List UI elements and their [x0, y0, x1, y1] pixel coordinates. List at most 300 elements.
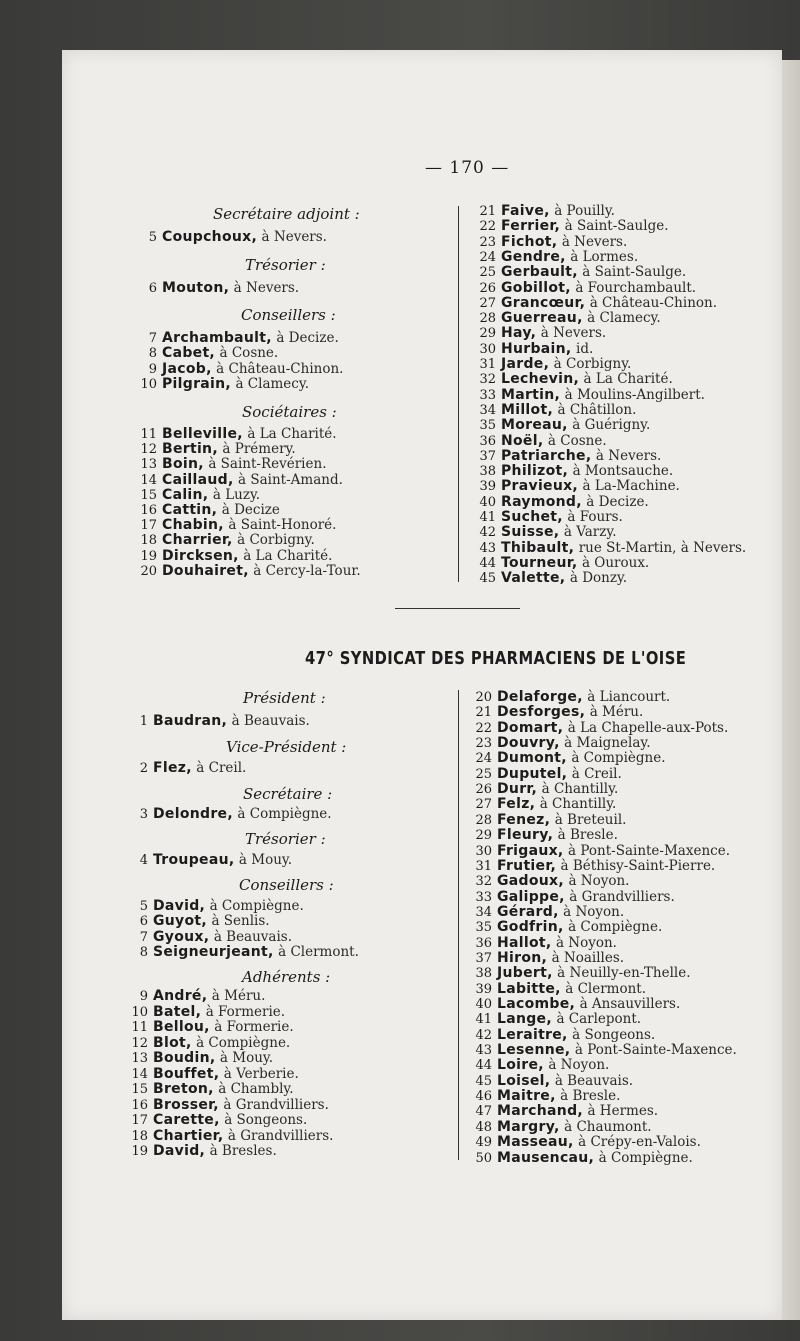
- member-town: à Verberie.: [223, 1066, 299, 1082]
- member-number: 23: [479, 235, 496, 250]
- member-town: à Méru.: [211, 988, 266, 1004]
- member-entry: [470, 965, 691, 982]
- member-number: 10: [131, 1005, 148, 1020]
- role-heading: Trésorier :: [245, 830, 326, 848]
- member-name: Charrier,: [162, 532, 233, 548]
- member-town: à Fourchambault.: [575, 280, 697, 296]
- member-name: Faive,: [501, 203, 550, 219]
- member-entry: [470, 827, 618, 844]
- member-name: Suisse,: [501, 524, 560, 540]
- member-town: à Creil.: [571, 766, 622, 782]
- member-entry: [126, 806, 332, 823]
- member-number: 17: [131, 1113, 148, 1128]
- member-name: Labitte,: [497, 981, 561, 997]
- member-town: à Beauvais.: [231, 713, 310, 729]
- member-town: à Fours.: [567, 509, 623, 525]
- member-entry: [126, 852, 292, 869]
- member-name: Millot,: [501, 402, 554, 418]
- member-entry: [470, 796, 616, 813]
- member-name: Blot,: [153, 1035, 192, 1051]
- page-number: — 170 —: [425, 158, 510, 178]
- member-town: à Moulins-Angilbert.: [564, 387, 705, 403]
- member-name: Baudran,: [153, 713, 228, 729]
- member-number: 34: [479, 403, 496, 418]
- member-entry: [126, 988, 265, 1005]
- member-town: à Formerie.: [214, 1019, 294, 1035]
- member-entry: [474, 264, 686, 281]
- member-town: à Decize: [221, 502, 280, 518]
- member-entry: [474, 524, 616, 541]
- member-town: à Méru.: [589, 704, 644, 720]
- member-number: 38: [475, 966, 492, 981]
- member-name: Lechevin,: [501, 371, 580, 387]
- member-number: 36: [479, 434, 496, 449]
- member-town: à Grandvilliers.: [223, 1097, 329, 1113]
- member-town: à Compiègne.: [571, 750, 666, 766]
- member-entry: [470, 1134, 701, 1151]
- member-entry: [474, 417, 650, 434]
- member-town: à La Chapelle-aux-Pots.: [567, 720, 729, 736]
- member-number: 16: [140, 503, 157, 518]
- role-heading: Secrétaire :: [243, 785, 333, 803]
- member-name: Mausencau,: [497, 1150, 595, 1166]
- member-town: à Châtillon.: [557, 402, 637, 418]
- member-town: à La Charité.: [247, 426, 337, 442]
- member-number: 14: [131, 1067, 148, 1082]
- member-entry: [474, 325, 606, 342]
- member-entry: [474, 371, 673, 388]
- member-town: à Decize.: [276, 330, 339, 346]
- member-name: Caillaud,: [162, 472, 234, 488]
- member-name: Delaforge,: [497, 689, 583, 705]
- member-name: Hay,: [501, 325, 537, 341]
- member-town: à Bresle.: [557, 827, 618, 843]
- member-number: 24: [475, 751, 492, 766]
- member-town: à Bresle.: [560, 1088, 621, 1104]
- member-number: 44: [479, 556, 496, 571]
- member-town: id.: [576, 341, 594, 357]
- member-name: Jarde,: [501, 356, 550, 372]
- member-name: Archambault,: [162, 330, 272, 346]
- member-town: à Lormes.: [570, 249, 639, 265]
- member-name: Patriarche,: [501, 448, 592, 464]
- member-name: Tourneur,: [501, 555, 578, 571]
- member-number: 26: [479, 281, 496, 296]
- member-name: Gérard,: [497, 904, 559, 920]
- member-name: Douhairet,: [162, 563, 249, 579]
- member-name: Fleury,: [497, 827, 554, 843]
- member-name: Loire,: [497, 1057, 544, 1073]
- member-number: 19: [131, 1144, 148, 1159]
- member-town: à La Charité.: [583, 371, 673, 387]
- member-name: Thibault,: [501, 540, 575, 556]
- member-number: 31: [479, 357, 496, 372]
- role-heading: Secrétaire adjoint :: [213, 205, 360, 223]
- member-name: Noël,: [501, 433, 544, 449]
- member-town: à Luzy.: [212, 487, 261, 503]
- member-entry: [126, 1019, 294, 1036]
- member-number: 12: [131, 1036, 148, 1051]
- member-name: Breton,: [153, 1081, 214, 1097]
- member-town: à Noyon.: [563, 904, 625, 920]
- member-entry: [126, 913, 270, 930]
- member-entry: [126, 1050, 273, 1067]
- member-number: 18: [140, 533, 157, 548]
- member-number: 10: [140, 377, 157, 392]
- member-town: à La-Machine.: [582, 478, 680, 494]
- member-number: 4: [139, 853, 148, 868]
- role-heading: Trésorier :: [245, 256, 326, 274]
- member-town: à Saint-Saulge.: [564, 218, 669, 234]
- member-town: à Noyon.: [548, 1057, 610, 1073]
- member-number: 33: [475, 890, 492, 905]
- member-entry: [126, 1112, 307, 1129]
- member-name: Dircksen,: [162, 548, 239, 564]
- member-name: Lange,: [497, 1011, 552, 1027]
- member-number: 45: [479, 571, 496, 586]
- member-town: à Creil.: [196, 760, 247, 776]
- member-name: Boudin,: [153, 1050, 216, 1066]
- member-name: Dumont,: [497, 750, 567, 766]
- column-divider: [458, 206, 459, 582]
- member-town: à Saint-Honoré.: [228, 517, 337, 533]
- member-name: Felz,: [497, 796, 536, 812]
- member-name: Bertin,: [162, 441, 218, 457]
- member-number: 11: [131, 1020, 148, 1035]
- role-heading: Président :: [243, 689, 326, 707]
- member-number: 17: [140, 518, 157, 533]
- member-number: 25: [479, 265, 496, 280]
- member-number: 13: [131, 1051, 148, 1066]
- member-town: à Béthisy-Saint-Pierre.: [560, 858, 716, 874]
- role-heading: Conseillers :: [239, 876, 334, 894]
- member-entry: [474, 478, 680, 495]
- member-number: 33: [479, 388, 496, 403]
- member-number: 49: [475, 1135, 492, 1150]
- member-town: à Pont-Sainte-Maxence.: [574, 1042, 737, 1058]
- member-town: à Songeons.: [572, 1027, 656, 1043]
- member-name: Guyot,: [153, 913, 208, 929]
- column-divider: [458, 690, 459, 1160]
- member-number: 41: [475, 1012, 492, 1027]
- member-town: à Compiègne.: [568, 919, 663, 935]
- member-name: Bouffet,: [153, 1066, 220, 1082]
- member-town: à Cercy-la-Tour.: [253, 563, 361, 579]
- member-entry: [135, 229, 327, 246]
- role-heading: Adhérents :: [242, 968, 331, 986]
- member-town: à Songeons.: [224, 1112, 308, 1128]
- member-entry: [470, 750, 666, 767]
- member-town: à Nevers.: [233, 280, 300, 296]
- member-town: à Saint-Saulge.: [582, 264, 687, 280]
- member-town: à Corbigny.: [553, 356, 632, 372]
- member-entry: [470, 919, 662, 936]
- member-entry: [126, 1081, 294, 1098]
- member-town: à Cosne.: [547, 433, 607, 449]
- member-number: 15: [140, 488, 157, 503]
- member-name: Masseau,: [497, 1134, 574, 1150]
- member-number: 18: [131, 1129, 148, 1144]
- member-number: 29: [479, 326, 496, 341]
- member-name: Seigneurjeant,: [153, 944, 274, 960]
- member-town: à Donzy.: [569, 570, 628, 586]
- member-name: Pravieux,: [501, 478, 579, 494]
- member-name: Fichot,: [501, 234, 558, 250]
- member-entry: [135, 532, 315, 549]
- member-town: à Breteuil.: [554, 812, 627, 828]
- member-name: Gendre,: [501, 249, 566, 265]
- member-number: 27: [475, 797, 492, 812]
- member-number: 30: [475, 844, 492, 859]
- member-town: à Saint-Revérien.: [208, 456, 327, 472]
- member-entry: [135, 376, 309, 393]
- member-number: 21: [479, 204, 496, 219]
- member-town: à Compiègne.: [237, 806, 332, 822]
- member-name: Duputel,: [497, 766, 568, 782]
- member-number: 8: [139, 945, 148, 960]
- member-number: 40: [475, 997, 492, 1012]
- member-town: à Ansauvillers.: [579, 996, 681, 1012]
- member-number: 7: [139, 930, 148, 945]
- member-town: à Château-Chinon.: [589, 295, 717, 311]
- member-number: 34: [475, 905, 492, 920]
- member-town: à Mouy.: [238, 852, 293, 868]
- member-town: à Noailles.: [551, 950, 625, 966]
- member-number: 36: [475, 936, 492, 951]
- member-town: à Chambly.: [218, 1081, 294, 1097]
- member-number: 45: [475, 1074, 492, 1089]
- member-town: à Senlis.: [211, 913, 270, 929]
- member-entry: [126, 760, 246, 777]
- member-town: rue St-Martin, à Nevers.: [578, 540, 747, 556]
- member-name: Hiron,: [497, 950, 548, 966]
- member-number: 13: [140, 457, 157, 472]
- member-name: Lesenne,: [497, 1042, 571, 1058]
- member-number: 20: [140, 564, 157, 579]
- member-name: Belleville,: [162, 426, 243, 442]
- member-number: 6: [139, 914, 148, 929]
- member-name: Jubert,: [497, 965, 553, 981]
- member-number: 32: [479, 372, 496, 387]
- member-name: Cattin,: [162, 502, 218, 518]
- member-name: Carette,: [153, 1112, 220, 1128]
- member-name: Cabet,: [162, 345, 216, 361]
- member-number: 22: [479, 219, 496, 234]
- member-number: 38: [479, 464, 496, 479]
- member-name: Domart,: [497, 720, 564, 736]
- member-town: à Beauvais.: [554, 1073, 634, 1089]
- member-number: 50: [475, 1151, 492, 1166]
- member-number: 28: [475, 813, 492, 828]
- member-number: 41: [479, 510, 496, 525]
- member-number: 3: [139, 807, 148, 822]
- member-name: Jacob,: [162, 361, 212, 377]
- section-title: 47° SYNDICAT DES PHARMACIENS DE L'OISE: [305, 648, 687, 669]
- member-name: Boin,: [162, 456, 204, 472]
- member-entry: [474, 570, 627, 587]
- member-name: Pilgrain,: [162, 376, 232, 392]
- next-page-edge: [780, 60, 800, 1320]
- member-number: 22: [475, 721, 492, 736]
- member-entry: [470, 1057, 609, 1074]
- member-town: à Château-Chinon.: [216, 361, 344, 377]
- member-town: à Varzy.: [563, 524, 617, 540]
- member-town: à La Charité.: [243, 548, 333, 564]
- member-town: à Chaumont.: [564, 1119, 652, 1135]
- member-number: 35: [475, 920, 492, 935]
- member-entry: [470, 1150, 693, 1167]
- member-town: à Mouy.: [219, 1050, 274, 1066]
- member-town: à Cosne.: [219, 345, 279, 361]
- member-town: à Liancourt.: [587, 689, 671, 705]
- member-town: à Formerie.: [205, 1004, 286, 1020]
- member-entry: [126, 713, 310, 730]
- member-town: à Nevers.: [561, 234, 628, 250]
- member-number: 15: [131, 1082, 148, 1097]
- member-number: 16: [131, 1098, 148, 1113]
- member-town: à Compiègne.: [209, 898, 304, 914]
- member-number: 40: [479, 495, 496, 510]
- member-name: Desforges,: [497, 704, 586, 720]
- member-number: 37: [475, 951, 492, 966]
- member-town: à Hermes.: [587, 1103, 659, 1119]
- member-number: 35: [479, 418, 496, 433]
- member-name: Delondre,: [153, 806, 233, 822]
- member-name: Marchand,: [497, 1103, 584, 1119]
- member-town: à Clermont.: [565, 981, 647, 997]
- member-entry: [470, 1103, 658, 1120]
- member-entry: [135, 345, 278, 362]
- member-entry: [470, 704, 643, 721]
- role-heading: Sociétaires :: [242, 403, 337, 421]
- member-number: 44: [475, 1058, 492, 1073]
- member-number: 7: [148, 331, 157, 346]
- member-number: 39: [479, 479, 496, 494]
- member-entry: [474, 218, 669, 235]
- member-town: à Ouroux.: [581, 555, 650, 571]
- member-name: Godfrin,: [497, 919, 564, 935]
- member-name: David,: [153, 898, 206, 914]
- member-town: à Corbigny.: [237, 532, 315, 548]
- member-name: Martin,: [501, 387, 561, 403]
- member-number: 42: [475, 1028, 492, 1043]
- member-number: 11: [140, 427, 157, 442]
- member-town: à Clamecy.: [235, 376, 309, 392]
- member-town: à Montsauche.: [572, 463, 674, 479]
- member-entry: [135, 563, 361, 580]
- member-town: à Compiègne.: [196, 1035, 291, 1051]
- member-town: à Grandvilliers.: [227, 1128, 334, 1144]
- member-entry: [135, 280, 299, 297]
- member-number: 20: [475, 690, 492, 705]
- member-name: Raymond,: [501, 494, 582, 510]
- member-town: à Clamecy.: [587, 310, 661, 326]
- member-number: 32: [475, 874, 492, 889]
- member-name: Fenez,: [497, 812, 551, 828]
- member-name: Lacombe,: [497, 996, 576, 1012]
- member-name: Grancœur,: [501, 295, 586, 311]
- member-number: 19: [140, 549, 157, 564]
- member-name: Bellou,: [153, 1019, 210, 1035]
- member-name: André,: [153, 988, 208, 1004]
- member-number: 23: [475, 736, 492, 751]
- member-number: 27: [479, 296, 496, 311]
- role-heading: Conseillers :: [241, 306, 336, 324]
- member-town: à Guérigny.: [572, 417, 651, 433]
- member-name: Hurbain,: [501, 341, 572, 357]
- member-number: 5: [148, 230, 157, 245]
- member-town: à Maignelay.: [564, 735, 651, 751]
- role-heading: Vice-Président :: [226, 738, 347, 756]
- member-entry: [470, 873, 629, 890]
- member-name: Chabin,: [162, 517, 224, 533]
- member-number: 43: [479, 541, 496, 556]
- member-number: 12: [140, 442, 157, 457]
- member-entry: [126, 1143, 277, 1160]
- member-town: à Clermont.: [278, 944, 359, 960]
- member-town: à Beauvais.: [213, 929, 293, 945]
- member-name: Flez,: [153, 760, 192, 776]
- member-town: à Compiègne.: [598, 1150, 693, 1166]
- member-name: Mouton,: [162, 280, 230, 296]
- member-name: Gerbault,: [501, 264, 578, 280]
- member-name: Gobillot,: [501, 280, 571, 296]
- member-name: Ferrier,: [501, 218, 561, 234]
- member-town: à Pouilly.: [554, 203, 615, 219]
- member-number: 43: [475, 1043, 492, 1058]
- member-name: Suchet,: [501, 509, 563, 525]
- member-number: 9: [148, 362, 157, 377]
- member-name: Gyoux,: [153, 929, 210, 945]
- member-name: Chartier,: [153, 1128, 224, 1144]
- member-town: à Decize.: [586, 494, 649, 510]
- member-town: à Nevers.: [540, 325, 607, 341]
- member-town: à Noyon.: [555, 935, 617, 951]
- member-name: Hallot,: [497, 935, 552, 951]
- member-number: 14: [140, 473, 157, 488]
- member-name: Maitre,: [497, 1088, 556, 1104]
- member-number: 6: [148, 281, 157, 296]
- member-town: à Prémery.: [222, 441, 296, 457]
- member-name: Guerreau,: [501, 310, 583, 326]
- member-town: à Bresles.: [209, 1143, 277, 1159]
- member-name: Loisel,: [497, 1073, 551, 1089]
- member-number: 28: [479, 311, 496, 326]
- member-town: à Pont-Sainte-Maxence.: [568, 843, 730, 859]
- member-town: à Neuilly-en-Thelle.: [557, 965, 691, 981]
- member-name: Gadoux,: [497, 873, 564, 889]
- member-entry: [135, 456, 326, 473]
- member-number: 9: [139, 989, 148, 1004]
- member-number: 31: [475, 859, 492, 874]
- member-number: 21: [475, 705, 492, 720]
- member-town: à Chantilly.: [541, 781, 619, 797]
- member-number: 8: [148, 346, 157, 361]
- member-name: Douvry,: [497, 735, 560, 751]
- member-number: 42: [479, 525, 496, 540]
- member-name: Valette,: [501, 570, 566, 586]
- member-town: à Noyon.: [568, 873, 630, 889]
- member-number: 5: [139, 899, 148, 914]
- member-town: à Carlepont.: [556, 1011, 642, 1027]
- member-town: à Crépy-en-Valois.: [578, 1134, 701, 1150]
- member-entry: [126, 944, 359, 961]
- member-name: Margry,: [497, 1119, 560, 1135]
- member-name: Leraitre,: [497, 1027, 568, 1043]
- member-number: 29: [475, 828, 492, 843]
- member-name: Coupchoux,: [162, 229, 258, 245]
- member-name: Troupeau,: [153, 852, 235, 868]
